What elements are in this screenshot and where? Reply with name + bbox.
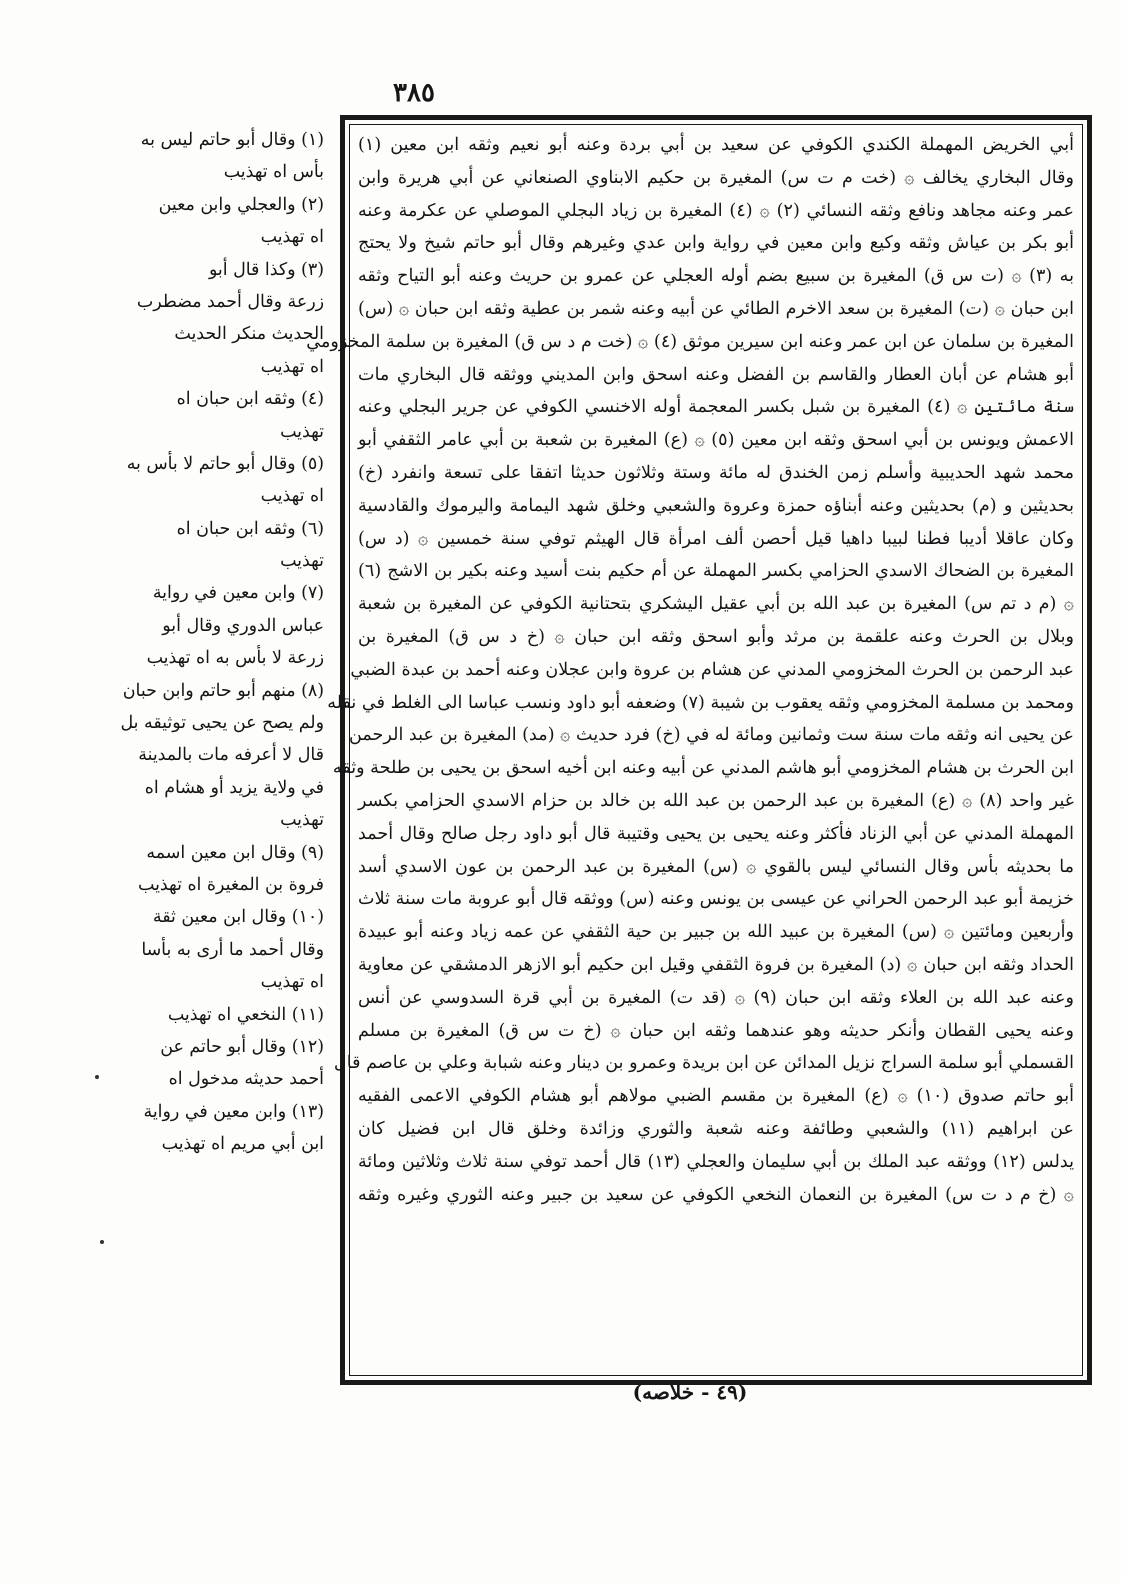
- side-note-line: الحديث منكر الحديث: [174, 324, 324, 345]
- page-number: ٣٨٥: [393, 78, 435, 108]
- side-note-line: (٨) منهم أبو حاتم وابن حبان: [122, 680, 324, 701]
- main-text-line: القسملي أبو سلمة السراج نزيل المدائن عن ابن بريدة وعمرو بن دينار وعنه شبابة وعلي بن عاصم قال: [333, 1053, 1074, 1074]
- side-note-line: (٩) وقال ابن معين اسمه: [146, 842, 324, 863]
- side-note-line: فروة بن المغيرة اه تهذيب: [138, 874, 324, 895]
- side-note-line: (٣) وكذا قال أبو: [208, 259, 324, 280]
- side-note-line: ولم يصح عن يحيى توثيقه بل: [120, 713, 324, 734]
- main-text-line: وأربعين ومائتين ۞ (س) المغيرة بن عبيد الله بن جبير بن حية الثقفي عن عمه زياد وعنه أبو عبيدة: [358, 922, 1074, 943]
- main-text-line: المهملة المدني عن أبي الزناد فأكثر وعنه يحيى بن يحيى وقتيبة قال أبو داود رجل صالح وقال أحمد: [358, 823, 1074, 844]
- main-text-line: وقال البخاري يخالف ۞ (خت م ت س) المغيرة بن حكيم الابناوي الصنعاني عن أبي هريرة وابن: [358, 167, 1074, 188]
- side-note-line: تهذيب: [280, 810, 324, 831]
- main-text-line: عمر وعنه مجاهد ونافع وثقه النسائي (٢) ۞ (٤) المغيرة بن زياد البجلي الموصلي عن عكرمة وعنه: [358, 200, 1074, 221]
- main-text-line: ما بحديثه بأس وقال النسائي ليس بالقوي ۞ (س) المغيرة بن عبد الرحمن بن عون الاسدي أسد: [358, 856, 1074, 877]
- main-text-line: وعنه يحيى القطان وأنكر حديثه وهو عندهما وثقه ابن حبان ۞ (خ ت س ق) المغيرة بن مسلم: [358, 1020, 1074, 1041]
- main-text-line: به (٣) ۞ (ت س ق) المغيرة بن سبيع بضم أوله العجلي عن عمرو بن حريث وعنه أبو التياح وثقه: [358, 266, 1074, 287]
- main-text-line: عن يحيى انه وثقه مات سنة ست وثمانين ومائة له في (خ) فرد حديث ۞ (مد) المغيرة بن عبد الرحمن: [348, 725, 1074, 746]
- main-text-frame: [306, 115, 1092, 1385]
- main-text-line: ابن حبان ۞ (ت) المغيرة بن سعد الاخرم الطائي عن أبيه وعنه شمر بن عطية وثقه ابن حبان ۞ (س): [358, 298, 1074, 319]
- main-text-line: محمد شهد الحديبية وأسلم زمن الخندق له مائة وستة وثلاثون حديثا اتفقا على تسعة وانفرد (خ): [358, 462, 1074, 483]
- main-text-line: المغيرة بن الضحاك الاسدي الحزامي بكسر المهملة عن أم حكيم بنت أسيد وعنه بكير بن الاشج (٦): [358, 561, 1074, 582]
- side-note-line: أحمد حديثه مدخول اه: [168, 1069, 324, 1090]
- side-note-line: ابن أبي مريم اه تهذيب: [161, 1134, 324, 1155]
- side-note-line: (١٠) وقال ابن معين ثقة: [152, 907, 324, 928]
- side-note-line: (١٣) وابن معين في رواية: [143, 1101, 324, 1122]
- side-note-line: وقال أحمد ما أرى به بأسا: [141, 939, 324, 960]
- side-note-line: اه تهذيب: [260, 356, 324, 377]
- main-text-body: [306, 124, 1083, 1376]
- side-note-line: (٦) وثقه ابن حبان اه: [176, 518, 324, 539]
- side-note-line: (٢) والعجلي وابن معين: [158, 194, 324, 215]
- main-text-line: المغيرة بن سلمان عن ابن عمر وعنه ابن سيرين موثق (٤) ۞ (خت م د س ق) المغيرة بن سلمة المخزومي: [306, 331, 1074, 352]
- main-text-line: وكان عاقلا أديبا فطنا لبيبا داهيا قيل أحصن ألف امرأة قال الهيثم توفي سنة خمسين ۞ (د س): [358, 528, 1074, 549]
- side-note-line: (١١) النخعي اه تهذيب: [167, 1004, 324, 1025]
- side-note-line: زرعة لا بأس به اه تهذيب: [146, 648, 324, 669]
- side-note-line: زرعة وقال أحمد مضطرب: [136, 291, 324, 312]
- main-text-line: يدلس (١٢) ووثقه عبد الملك بن أبي سليمان والعجلي (١٣) قال أحمد توفي سنة ثلاث وثلاثين ومائة: [358, 1151, 1074, 1172]
- main-text-line: ۞ (م د تم س) المغيرة بن عبد الله بن أبي عقيل اليشكري بتحتانية الكوفي عن المغيرة بن شعبة: [358, 594, 1074, 615]
- main-text-line: عبد الرحمن بن الحرث المخزومي المدني عن هشام بن عروة وابن عجلان وعنه أحمد بن عبدة الضبي: [350, 659, 1074, 680]
- side-note-line: (٤) وثقه ابن حبان اه: [176, 389, 324, 410]
- signature-footer: (٤٩ - خلاصه): [632, 1380, 748, 1404]
- main-text-line: عن ابراهيم (١١) والشعبي وطائفة وعنه شعبة والثوري وزائدة وخلق قال ابن فضيل كان: [358, 1118, 1074, 1139]
- main-text-line: غير واحد (٨) ۞ (ع) المغيرة بن عبد الرحمن بن عبد الله بن خالد بن حزام الاسدي الحزامي بكسر: [358, 790, 1074, 811]
- side-note-line: اه تهذيب: [260, 972, 324, 993]
- side-note-line: في ولاية يزيد أو هشام اه: [144, 777, 324, 798]
- side-note-line: قال لا أعرفه مات بالمدينة: [138, 745, 324, 766]
- main-text-line: سنة مائتين ۞ (٤) المغيرة بن شبل بكسر المعجمة أوله الاخنسي الكوفي عن جرير البجلي وعنه: [358, 397, 1074, 418]
- side-note-line: (١) وقال أبو حاتم ليس به: [140, 130, 324, 150]
- main-text-line: أبو هشام عن أبان العطار والقاسم بن الفضل وعنه اسحق وابن المديني ووثقه قال البخاري مات: [358, 364, 1074, 385]
- side-note-line: (٥) وقال أبو حاتم لا بأس به: [126, 453, 324, 474]
- side-notes-column: [118, 124, 324, 1161]
- main-text-line: ابن الحرث بن هشام المخزومي أبو هاشم المدني عن أبيه وعنه ابن أخيه اسحق بن يحيى بن طلحة وثقه: [332, 758, 1074, 779]
- main-text-line: وعنه عبد الله بن العلاء وثقه ابن حبان (٩) ۞ (قد ت) المغيرة بن أبي قرة السدوسي عن أنس: [358, 987, 1074, 1008]
- main-text-line: وبلال بن الحرث وعنه علقمة بن مرثد وأبو اسحق وثقه ابن حبان ۞ (خ د س ق) المغيرة بن: [358, 626, 1074, 647]
- side-note-line: اه تهذيب: [260, 486, 324, 507]
- main-text-line: خزيمة أبو عبد الرحمن الحراني عن عيسى بن يونس وعنه (س) ووثقه قال أبو عروبة مات سنة ثلاث: [358, 889, 1074, 910]
- side-note-line: تهذيب: [280, 421, 324, 442]
- main-text-line: أبي الخريض المهملة الكندي الكوفي عن سعيد بن أبي بردة وعنه أبو نعيم وثقه ابن معين (١): [358, 135, 1074, 155]
- main-text-line: أبو حاتم صدوق (١٠) ۞ (ع) المغيرة بن مقسم الضبي مولاهم أبو هشام الكوفي الاعمى الفقيه: [358, 1086, 1074, 1107]
- side-note-line: تهذيب: [280, 551, 324, 572]
- side-note-line: عباس الدوري وقال أبو: [162, 615, 324, 636]
- main-text-line: ومحمد بن مسلمة المخزومي وثقه يعقوب بن شيبة (٧) وضعفه أبو داود ونسب عباسا الى الغلط في نقله: [327, 692, 1074, 713]
- side-note-line: (١٢) وقال أبو حاتم عن: [160, 1036, 324, 1057]
- page-speck: [95, 1075, 99, 1079]
- page-speck: [100, 1240, 104, 1244]
- side-note-line: اه تهذيب: [260, 227, 324, 248]
- side-note-line: (٧) وابن معين في رواية: [152, 583, 324, 604]
- main-text-line: ۞ (خ م د ت س) المغيرة بن النعمان النخعي الكوفي عن سعيد بن جبير وعنه الثوري وغيره وثقه: [358, 1184, 1074, 1205]
- main-text-line: الحداد وثقه ابن حبان ۞ (د) المغيرة بن فروة الثقفي وقيل ابن حكيم أبو الازهر الدمشقي عن معاوية: [358, 954, 1074, 975]
- side-note-line: بأس اه تهذيب: [223, 162, 324, 183]
- main-text-line: بحديثين و (م) بحديثين وعنه أبناؤه حمزة وعروة والشعبي وخلق شهد اليمامة واليرموك والقادسية: [358, 495, 1074, 516]
- main-text-line: أبو بكر بن عياش وثقه وكيع وابن معين في رواية وابن عدي وغيرهم وقال أبو حاتم شيخ ولا يحتج: [358, 233, 1074, 254]
- main-text-line: الاعمش ويونس بن أبي اسحق وثقه ابن معين (٥) ۞ (ع) المغيرة بن شعبة بن أبي عامر الثقفي أبو: [358, 430, 1074, 451]
